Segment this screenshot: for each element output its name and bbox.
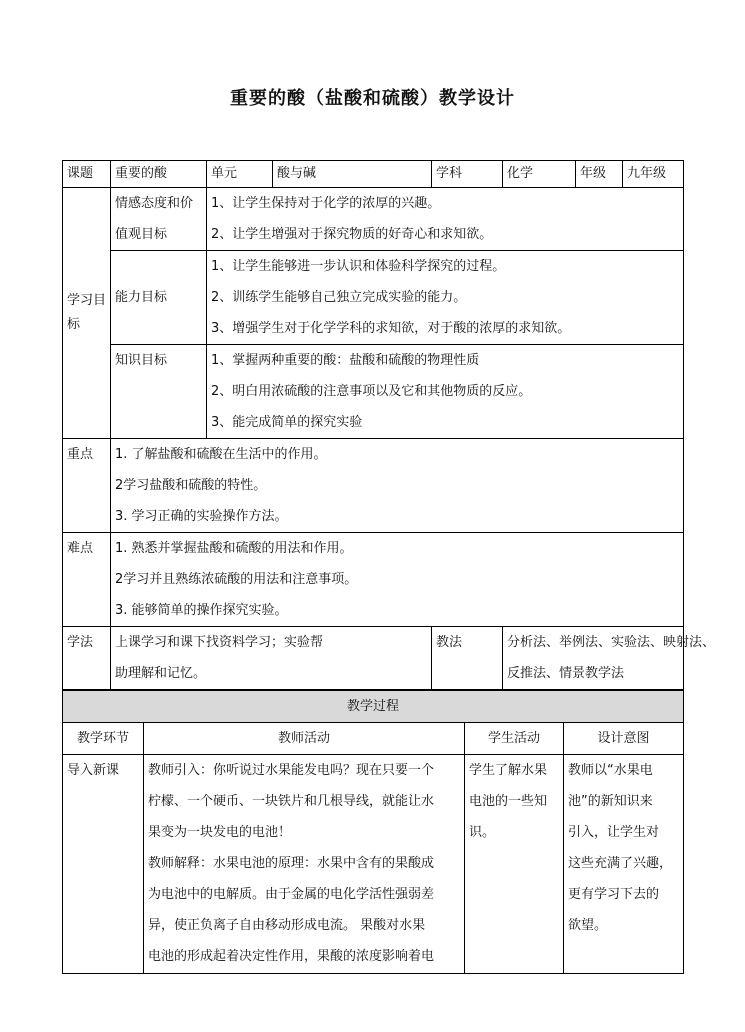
design-intent-cell: 教师以“水果电 池”的新知识来 引入，让学生对 这些充满了兴趣， 更有学习下去的 欲望。	[564, 755, 684, 974]
objective-group-ability-items	[207, 251, 684, 345]
column-header-teacher: 教师活动	[144, 723, 465, 755]
list-item: 1、让学生能够进一步认识和体验科学探究的过程。	[211, 259, 506, 274]
key-points-items	[111, 439, 684, 533]
difficulties-label: 难点	[63, 533, 111, 627]
unit-label: 单元	[207, 161, 273, 188]
student-activity-cell: 学生了解水果 电池的一些知 识。	[465, 755, 564, 974]
subject-label: 学科	[432, 161, 503, 188]
study-method-text: 上课学习和课下找资料学习；实验帮 助理解和记忆。	[111, 627, 432, 690]
objective-group-attitude-items	[207, 188, 684, 251]
list-item: 1. 熟悉并掌握盐酸和硫酸的用法和作用。	[115, 541, 353, 556]
process-title: 教学过程	[63, 691, 684, 723]
teaching-method-text: 分析法、举例法、实验法、映射法、 反推法、情景教学法	[503, 627, 684, 690]
document-title: 重要的酸（盐酸和硫酸）教学设计	[230, 88, 515, 109]
list-item: 2、让学生增强对于探究物质的好奇心和求知欲。	[211, 227, 493, 242]
topic-label: 课题	[63, 161, 111, 188]
column-header-stage: 教学环节	[63, 723, 144, 755]
objective-group-knowledge: 知识目标	[111, 345, 207, 439]
unit-value: 酸与碱	[273, 161, 432, 188]
lesson-info-table	[62, 160, 716, 690]
subject-value: 化学	[503, 161, 576, 188]
teaching-process-table	[62, 690, 684, 974]
teaching-method-label: 教法	[432, 627, 503, 690]
list-item: 3、增强学生对于化学学科的求知欲，对于酸的浓厚的求知欲。	[211, 321, 571, 336]
objective-group-attitude: 情感态度和价值观目标	[111, 188, 207, 251]
list-item: 2学习盐酸和硫酸的特性。	[115, 478, 267, 493]
column-header-student: 学生活动	[465, 723, 564, 755]
list-item: 1、掌握两种重要的酸：盐酸和硫酸的物理性质	[211, 353, 480, 368]
list-item: 2、训练学生能够自己独立完成实验的能力。	[211, 290, 467, 305]
objective-group-knowledge-items	[207, 345, 684, 439]
grade-label: 年级	[576, 161, 623, 188]
topic-value: 重要的酸	[111, 161, 207, 188]
stage-cell: 导入新课	[63, 755, 144, 974]
column-header-intent: 设计意图	[564, 723, 684, 755]
list-item: 1、让学生保持对于化学的浓厚的兴趣。	[211, 196, 441, 211]
list-item: 3. 能够简单的操作探究实验。	[115, 603, 288, 618]
list-item: 3. 学习正确的实验操作方法。	[115, 509, 288, 524]
objectives-label: 学习目标	[63, 188, 111, 439]
objective-group-ability: 能力目标	[111, 251, 207, 345]
difficulties-items	[111, 533, 684, 627]
grade-value: 九年级	[623, 161, 684, 188]
study-method-label: 学法	[63, 627, 111, 690]
table-row	[63, 755, 684, 974]
list-item: 1. 了解盐酸和硫酸在生活中的作用。	[115, 447, 327, 462]
list-item: 3、能完成简单的探究实验	[211, 415, 363, 430]
list-item: 2、明白用浓硫酸的注意事项以及它和其他物质的反应。	[211, 384, 532, 399]
list-item: 2学习并且熟练浓硫酸的用法和注意事项。	[115, 572, 358, 587]
key-points-label: 重点	[63, 439, 111, 533]
teacher-activity-cell: 教师引入：你听说过水果能发电吗？现在只要一个 柠檬、一个硬币、一块铁片和几根导线，就能让水 果变为一块发电的电池！ 教师解释：水果电池的原理：水果中含有的果酸成 为电池中的电解质。由于金属的电化学活性强弱差 异，使正负离子自由移动形成电流。 果酸对水果 电池的形成起着决定性作用，果酸的浓度影响着电	[144, 755, 465, 974]
